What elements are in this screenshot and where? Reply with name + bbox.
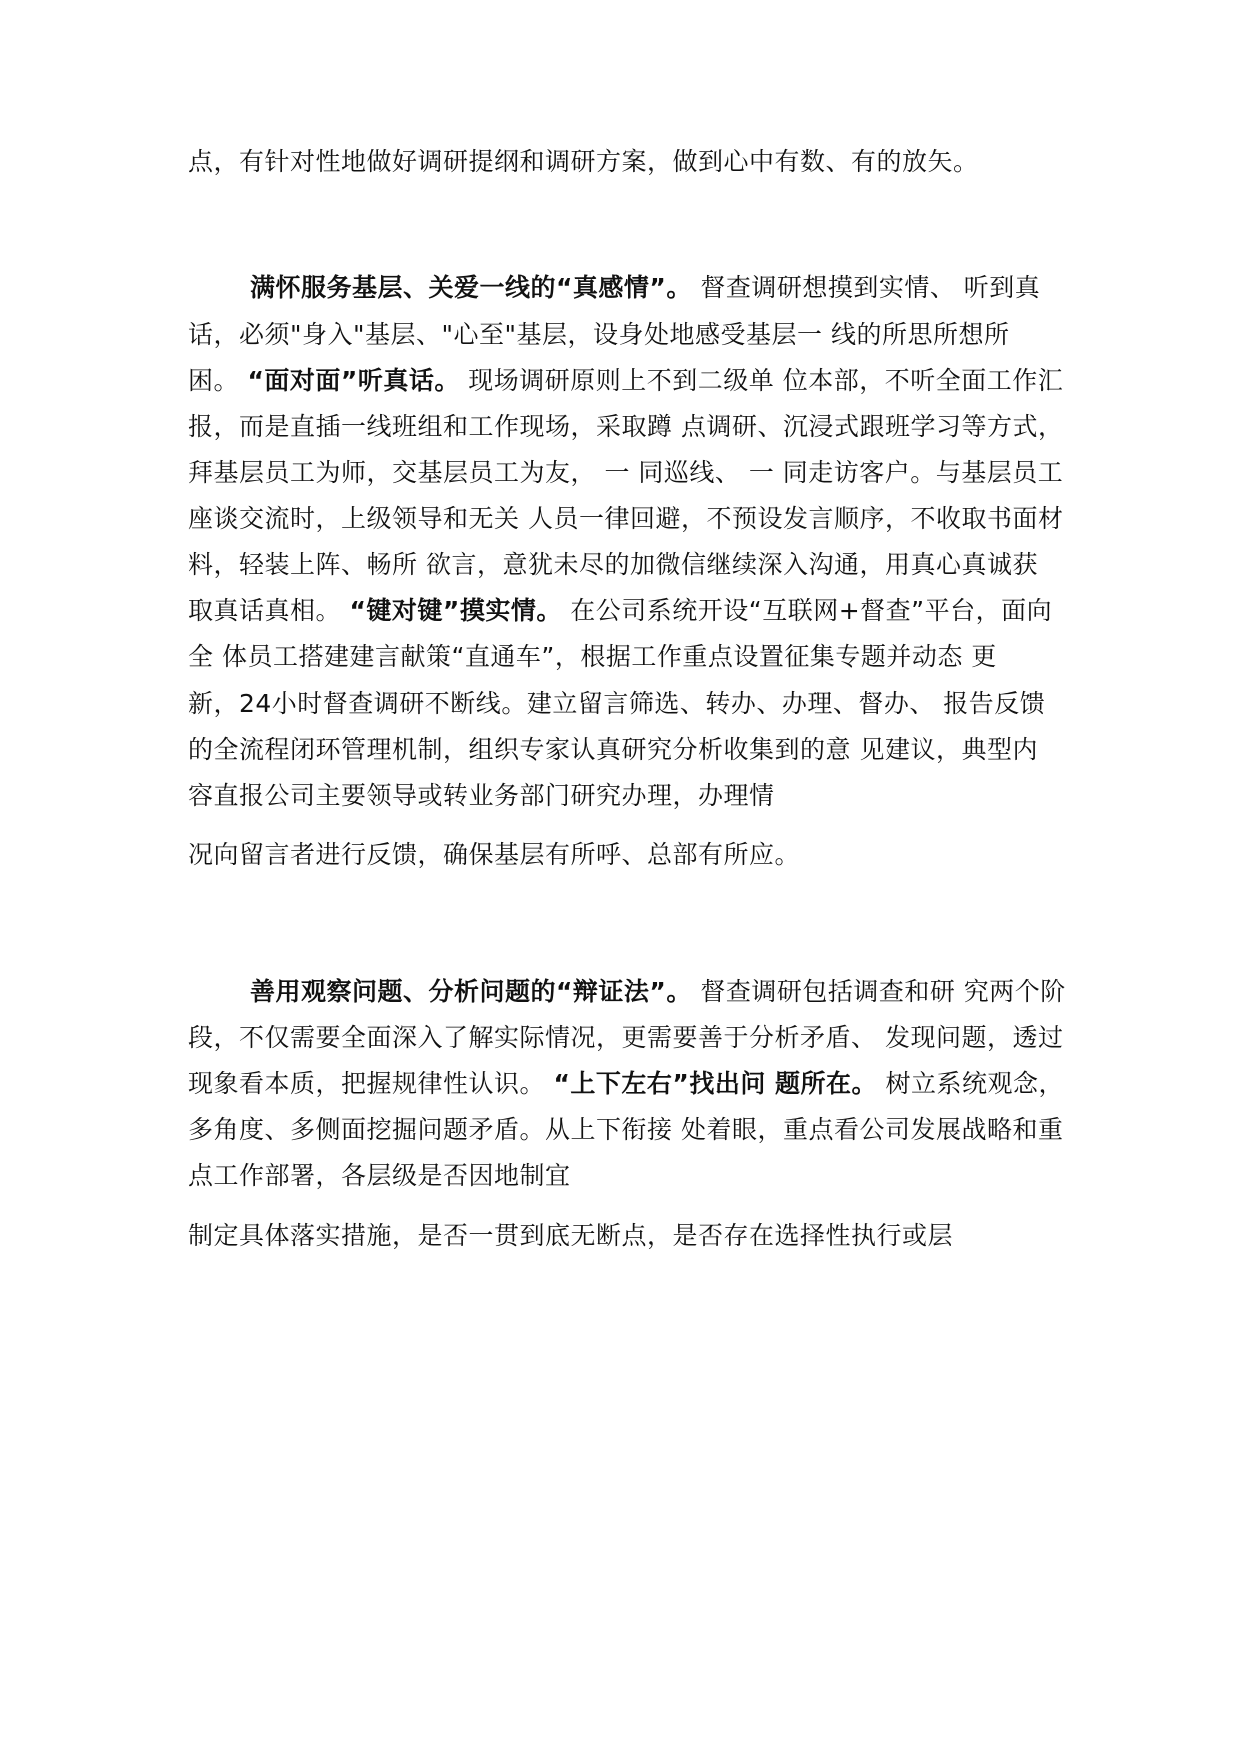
text-span: 树立系统观念，: [877, 1069, 1064, 1098]
text-line: [188, 594, 1068, 628]
text-line: 话，必须"身入"基层、"心至"基层，设身处地感受基层一 线的所思所想所: [188, 320, 1010, 349]
text-line: 点，有针对性地做好调研提纲和调研方案，做到心中有数、有的放矢。: [188, 147, 979, 176]
subheading: “键对键”摸实情。: [349, 596, 562, 625]
text-line: 报，而是直插一线班组和工作现场，采取蹲 点调研、沉浸式跟班学习等方式，: [188, 412, 1064, 441]
text-span: 取真话真相。: [188, 596, 350, 625]
text-line: 段，不仅需要全面深入了解实际情况，更需要善于分析矛盾、 发现问题，透过: [188, 1023, 1064, 1052]
text-line: 座谈交流时，上级领导和无关 人员一律回避，不预设发言顺序，不收取书面材: [188, 504, 1064, 533]
subheading: “上下左右”找出问 题所在。: [553, 1069, 878, 1098]
paragraph-heading: 满怀服务基层、关爱一线的“真感情”。: [250, 273, 692, 302]
text-line: 制定具体落实措施，是否一贯到底无断点，是否存在选择性执行或层: [188, 1221, 954, 1250]
text-line: 况向留言者进行反馈，确保基层有所呼、总部有所应。: [188, 840, 801, 869]
text-span: 在公司系统开设“互联网+督查”平台，面向: [561, 596, 1053, 625]
text-line: [188, 975, 1130, 1009]
text-line: 拜基层员工为师，交基层员工为友， 一 同巡线、 一 同走访客户。与基层员工: [188, 458, 1064, 487]
text-span: 困。: [188, 366, 248, 395]
paragraph-heading: 善用观察问题、分析问题的“辩证法”。: [250, 977, 692, 1006]
text-line: [188, 271, 1130, 305]
text-line: 容直报公司主要领导或转业务部门研究办理，办理情: [188, 781, 775, 810]
text-line: 的全流程闭环管理机制，组织专家认真研究分析收集到的意 见建议，典型内: [188, 735, 1038, 764]
text-line: 新，24小时督查调研不断线。建立留言筛选、转办、办理、督办、 报告反馈: [188, 689, 1046, 718]
text-span: 现场调研原则上不到二级单 位本部，不听全面工作汇: [459, 366, 1064, 395]
text-span: 督查调研想摸到实情、 听到真: [691, 273, 1041, 302]
text-line: 多角度、多侧面挖掘问题矛盾。从上下衔接 处着眼，重点看公司发展战略和重: [188, 1115, 1064, 1144]
text-line: 料，轻装上阵、畅所 欲言，意犹未尽的加微信继续深入沟通，用真心真诚获: [188, 550, 1038, 579]
subheading: “面对面”听真话。: [247, 366, 460, 395]
text-line: [188, 1067, 1068, 1101]
text-line: [188, 364, 1068, 398]
text-span: 督查调研包括调查和研 究两个阶: [691, 977, 1066, 1006]
text-line: 点工作部署，各层级是否因地制宜: [188, 1161, 571, 1190]
text-span: 现象看本质，把握规律性认识。: [188, 1069, 554, 1098]
text-line: 全 体员工搭建建言献策“直通车”，根据工作重点设置征集专题并动态 更: [188, 642, 997, 671]
